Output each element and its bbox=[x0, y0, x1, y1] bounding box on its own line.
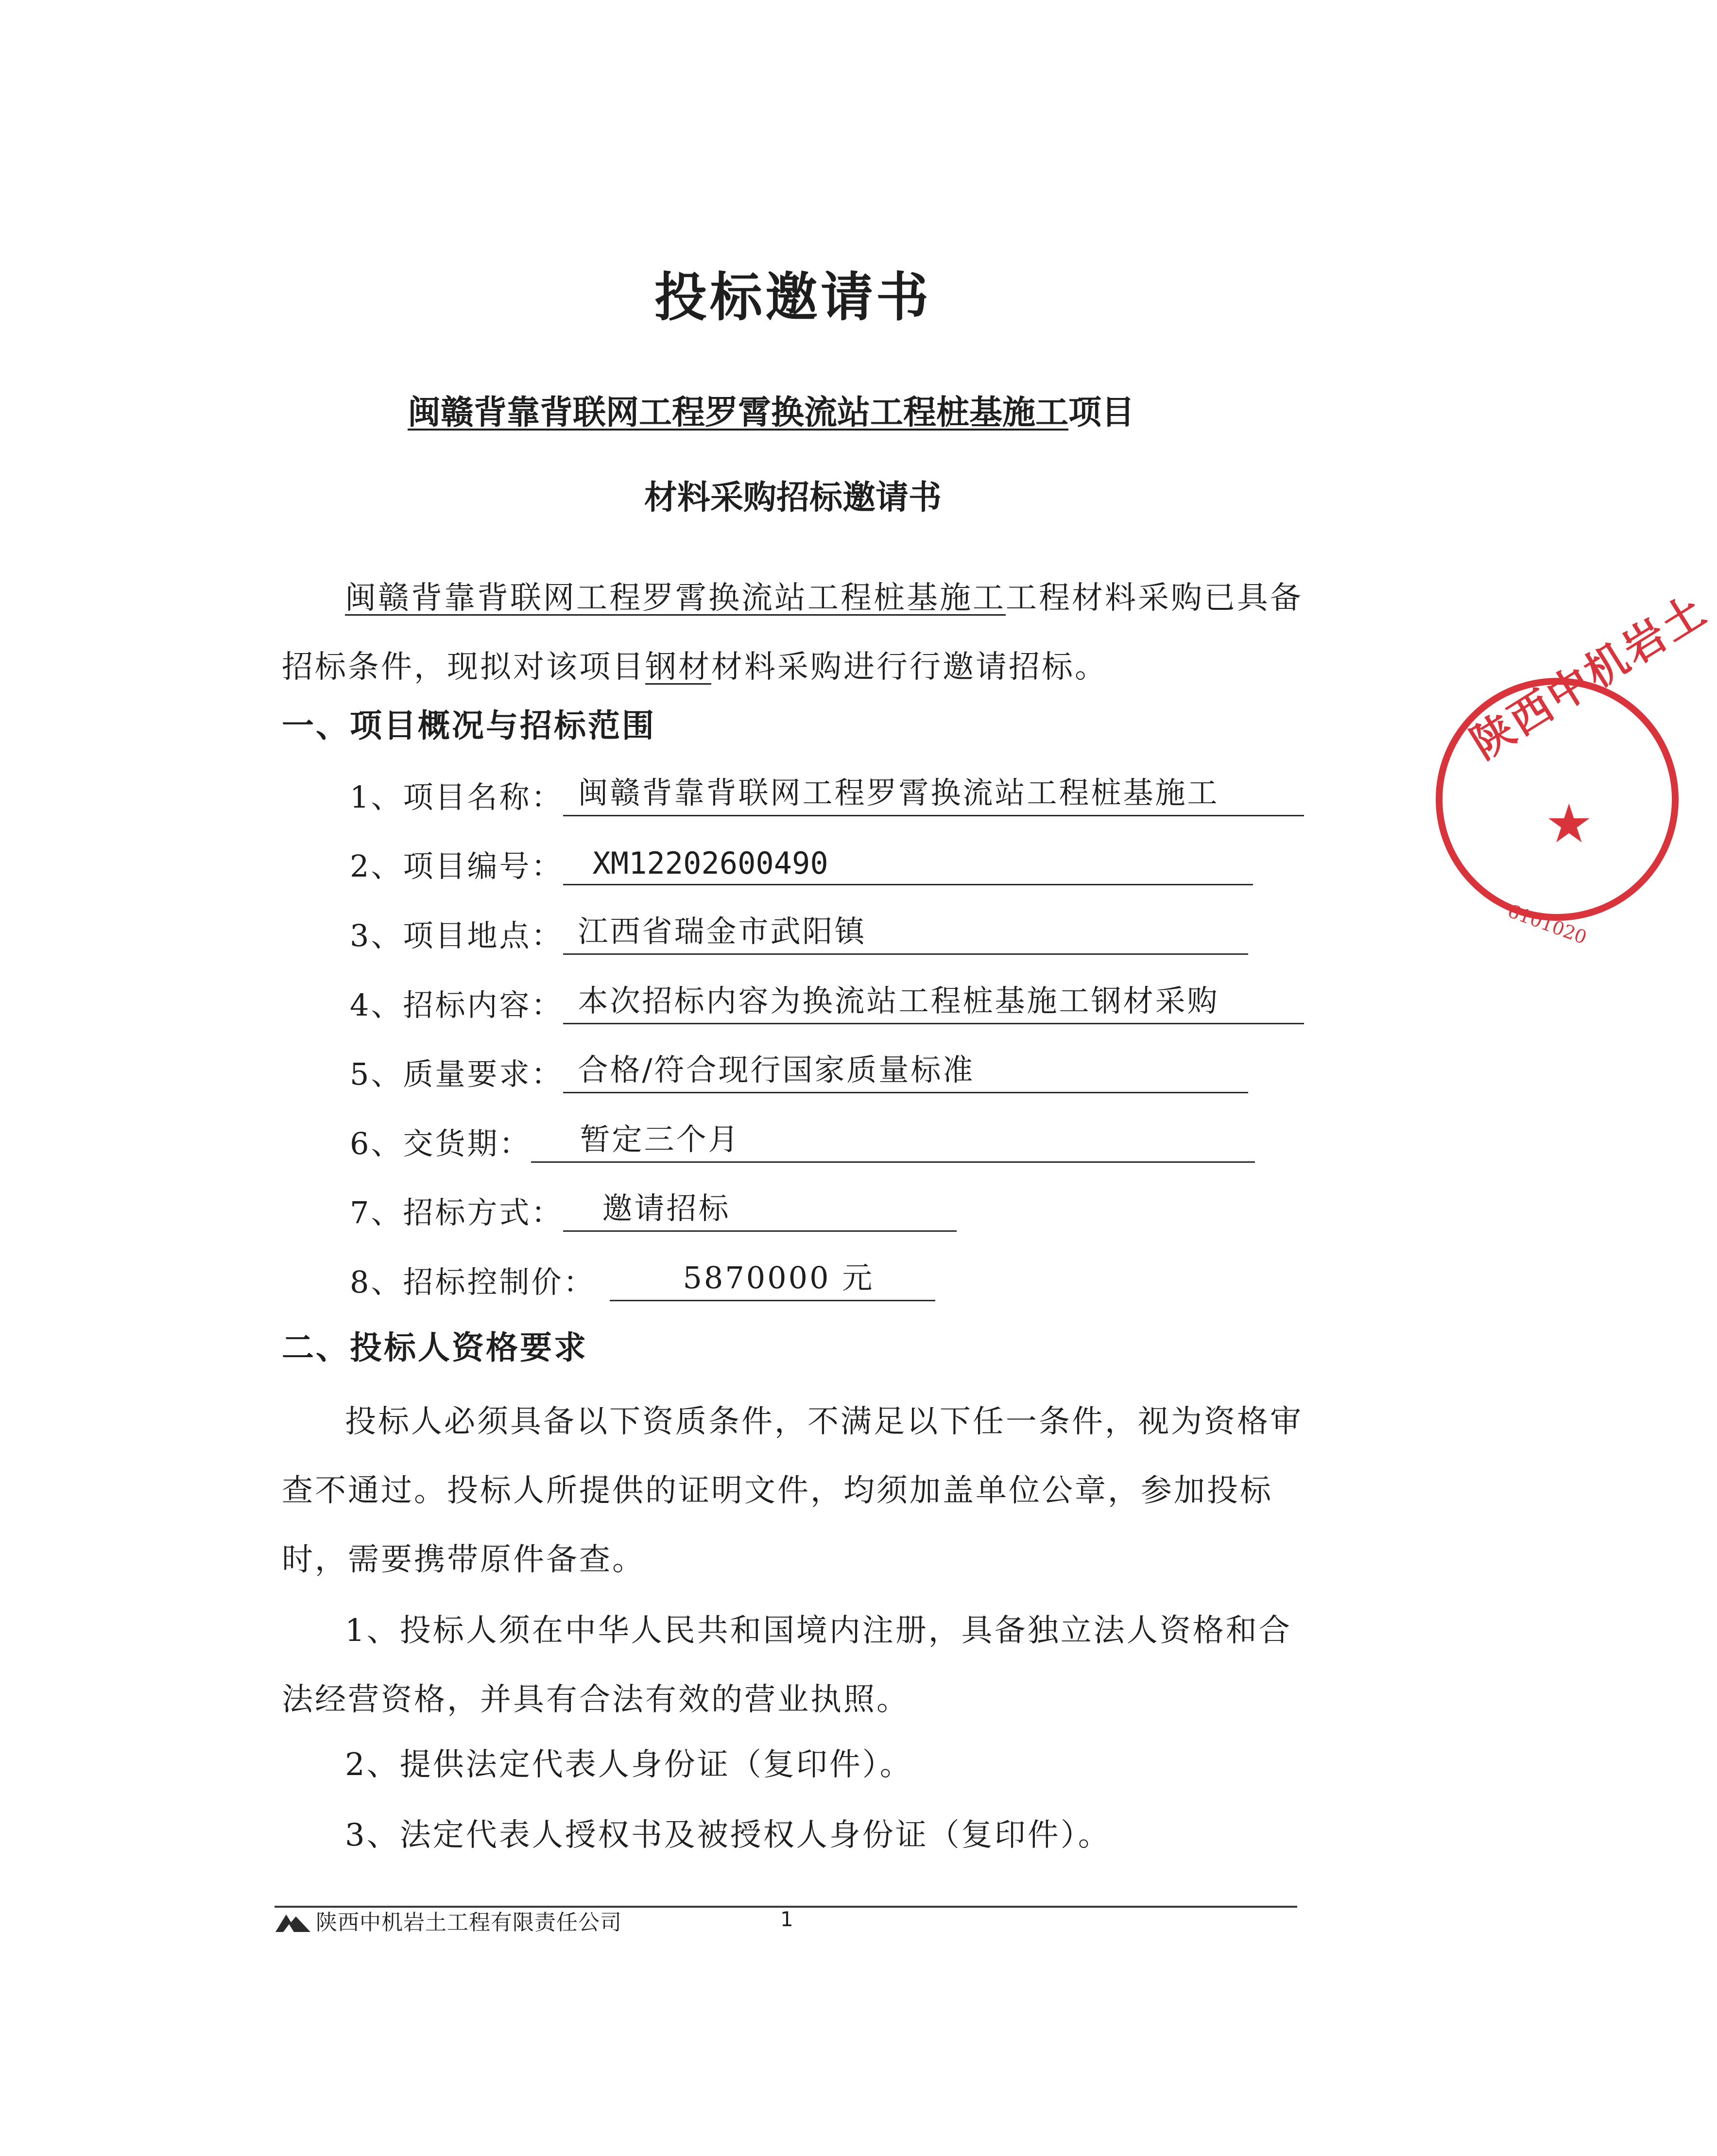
section-1-heading: 一、项目概况与招标范围 bbox=[282, 707, 656, 744]
control-price-label: 8、招标控制价： bbox=[350, 1264, 596, 1300]
seal-star-icon: ★ bbox=[1545, 793, 1593, 855]
tender-content-value: 本次招标内容为换流站工程桩基施工钢材采购 bbox=[563, 977, 1304, 1024]
project-name-row bbox=[350, 768, 1304, 816]
quality-label: 5、质量要求： bbox=[350, 1056, 564, 1092]
registration-requirement: 1、投标人须在中华人民共和国境内注册，具备独立法人资格和合法经营资格，并具有合法有效的营业执照。 bbox=[282, 1613, 1292, 1718]
control-price-value: 5870000 元 bbox=[610, 1254, 935, 1301]
project-location-value: 江西省瑞金市武阳镇 bbox=[563, 907, 1248, 955]
tender-method-label: 7、招标方式： bbox=[350, 1195, 564, 1230]
project-location-label: 3、项目地点： bbox=[350, 918, 564, 953]
section-2-heading: 二、投标人资格要求 bbox=[282, 1328, 588, 1366]
intro-paragraph bbox=[282, 564, 1312, 702]
qualification-paragraph: 投标人必须具备以下资质条件，不满足以下任一条件，视为资格审查不通过。投标人所提供的证明文件，均须加盖单位公章，参加投标时，需要携带原件备查。 bbox=[282, 1404, 1303, 1578]
id-card-requirement: 2、提供法定代表人身份证（复印件）。 bbox=[345, 1747, 913, 1783]
tender-method-row bbox=[350, 1183, 957, 1232]
intro-text-b: 材料采购进行行邀请招标。 bbox=[711, 649, 1108, 685]
intro-text-a: 工程材料采购已具备招标条件，现拟对该项目 bbox=[282, 580, 1303, 685]
project-name-value: 闽赣背靠背联网工程罗霄换流站工程桩基施工 bbox=[563, 769, 1304, 816]
seal-text: 陕西中机岩土 bbox=[1462, 585, 1716, 769]
quality-value: 合格/符合现行国家质量标准 bbox=[563, 1046, 1248, 1093]
project-number-label: 2、项目编号： bbox=[350, 848, 564, 884]
project-number-value: XM12202600490 bbox=[563, 845, 1253, 885]
quality-row bbox=[350, 1045, 1248, 1093]
authorization-requirement: 3、法定代表人授权书及被授权人身份证（复印件）。 bbox=[345, 1817, 1111, 1853]
subtitle-line-2: 材料采购招标邀请书 bbox=[644, 478, 942, 517]
tender-content-row bbox=[350, 976, 1304, 1024]
page-number: 1 bbox=[780, 1907, 793, 1931]
tender-content-label: 4、招标内容： bbox=[350, 987, 564, 1023]
project-number-row bbox=[350, 837, 1253, 885]
subtitle-line-1 bbox=[0, 386, 1586, 433]
intro-material: 钢材 bbox=[645, 649, 711, 685]
seal-code: 6101020 bbox=[1505, 900, 1590, 949]
intro-project-name: 闽赣背靠背联网工程罗霄换流站工程桩基施工 bbox=[345, 580, 1006, 616]
subtitle-project-name: 闽赣背靠背联网工程罗霄换流站工程桩基施工 bbox=[407, 393, 1068, 432]
project-location-row bbox=[350, 906, 1248, 955]
control-price-row bbox=[350, 1253, 935, 1301]
project-name-label: 1、项目名称： bbox=[350, 779, 564, 815]
company-logo-icon bbox=[275, 1910, 311, 1934]
tender-method-value: 邀请招标 bbox=[563, 1184, 957, 1232]
document-title: 投标邀请书 bbox=[654, 267, 931, 328]
delivery-value: 暂定三个月 bbox=[531, 1115, 1255, 1163]
delivery-label: 6、交货期： bbox=[350, 1126, 532, 1161]
subtitle-tail: 项目 bbox=[1068, 393, 1135, 432]
footer-company: 陕西中机岩土工程有限责任公司 bbox=[316, 1910, 622, 1935]
delivery-row bbox=[350, 1114, 1255, 1163]
